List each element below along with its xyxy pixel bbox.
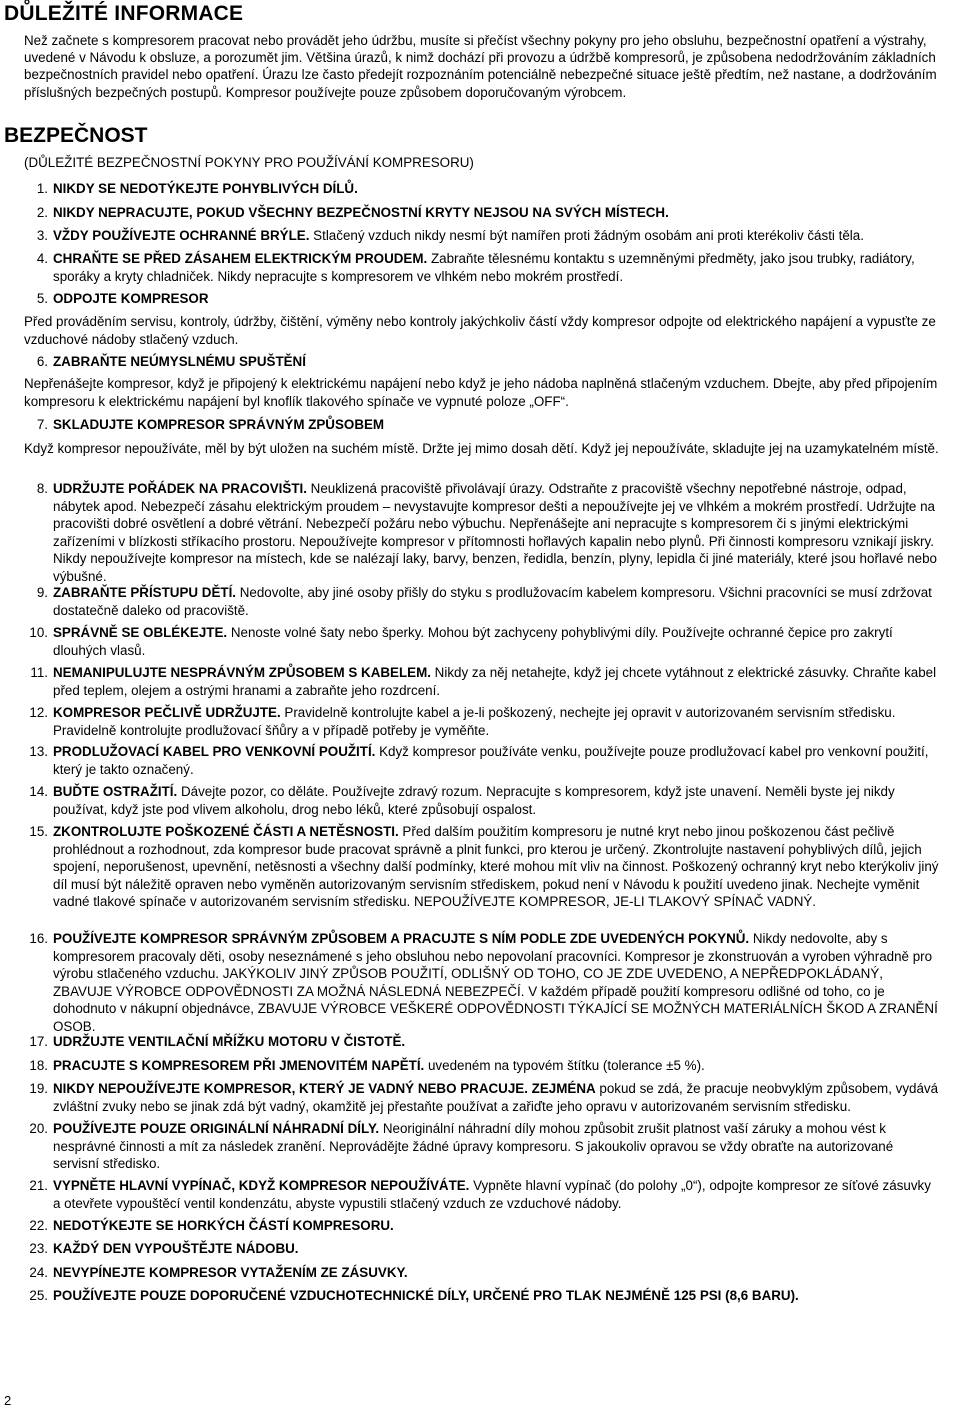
item-number: 25. [29, 1288, 48, 1303]
item-heading: ZABRAŇTE PŘÍSTUPU DĚTÍ. [53, 585, 237, 600]
item-text: Neoriginální náhradní díly mohou způsobit zrušit platnost vaší záruky a mohou vést k nesprávné činnosti a mít za následek zranění. Neprovádějte žádné úpravy kompresoru. S jakoukoliv opravou se vždy obraťte na autorizované servisní středisko. [53, 1121, 894, 1172]
item-number: 12. [29, 705, 48, 720]
item-heading: NEVYPÍNEJTE KOMPRESOR VYTAŽENÍM ZE ZÁSUVKY. [53, 1265, 408, 1280]
intro-paragraph: Než začnete s kompresorem pracovat nebo provádět jeho údržbu, musíte si přečíst všechny pokyny pro jeho obsluhu, bezpečnostní opatření a výstrahy, uvedené v Návodu k obsluze, a porozumět jim. Většina úrazů, k nimž dochází při provozu a údržbě kompresorů, je způsobena nedodržováním základních bezpečnostních pravidel nebo opatření. Úrazu lze často předejít rozpoznáním potenciálně nebezpečné situace ještě předtím, než nastane, a dodržováním příslušných bezpečných postupů. Kompresor používejte pouze způsobem doporučovaným výrobcem. [24, 33, 937, 100]
item-number: 3. [36, 228, 48, 243]
safety-subtitle: (DŮLEŽITÉ BEZPEČNOSTNÍ POKYNY PRO POUŽÍVÁNÍ KOMPRESORU) [24, 155, 474, 170]
safety-item-24 [24, 1264, 939, 1282]
item-heading: POUŽÍVEJTE POUZE ORIGINÁLNÍ NÁHRADNÍ DÍLY. [53, 1121, 380, 1136]
item-text: Když kompresor používáte venku, používejte pouze prodlužovací kabel pro venkovní použití, který je takto označený. [53, 744, 929, 777]
item-heading: KOMPRESOR PEČLIVĚ UDRŽUJTE. [53, 705, 281, 720]
item-heading: UDRŽUJTE POŘÁDEK NA PRACOVIŠTI. [53, 481, 307, 496]
item-number: 4. [36, 251, 48, 266]
safety-item-4 [24, 250, 939, 285]
item-text: Zabraňte tělesnému kontaktu s uzemněnými předměty, jako jsou trubky, radiátory, sporáky a kryty chladniček. Nikdy nepracujte s kompresorem ve vlhkém nebo mokrém prostředí. [53, 251, 915, 284]
safety-item-13 [24, 743, 939, 778]
item-number: 7. [36, 417, 48, 432]
item-heading: ZKONTROLUJTE POŠKOZENÉ ČÁSTI A NETĚSNOSTI. [53, 824, 399, 839]
item-text: Stlačený vzduch nikdy nesmí být namířen proti žádným osobám ani proti kterékoliv části těla. [309, 228, 864, 243]
item-heading: SPRÁVNĚ SE OBLÉKEJTE. [53, 625, 228, 640]
item-heading: NEMANIPULUJTE NESPRÁVNÝM ZPŮSOBEM S KABELEM. [53, 665, 431, 680]
item-heading: UDRŽUJTE VENTILAČNÍ MŘÍŽKU MOTORU V ČISTOTĚ. [53, 1034, 406, 1049]
item-number: 11. [30, 665, 48, 680]
item-heading: PRODLUŽOVACÍ KABEL PRO VENKOVNÍ POUŽITÍ. [53, 744, 376, 759]
item-heading: CHRAŇTE SE PŘED ZÁSAHEM ELEKTRICKÝM PROUDEM. [53, 251, 428, 266]
safety-item-8 [24, 480, 939, 586]
item-text: Před dalším použitím kompresoru je nutné kryt nebo jinou poškozenou část pečlivě prohlédnout a rozhodnout, zda kompresor bude pracovat správně a plnit funkci, pro kterou je určený. Zkontrolujte nastavení pohyblivých dílů, jejich spojení, neporušenost, upevnění, netěsnosti a všechny další podmínky, které mohou mít vliv na činnost. Poškozený ochranný kryt nebo kterýkoliv jiný díl musí být náležitě opraven nebo vyměněn autorizovaným servisním střediskem, pokud není v Návodu k použití uvedeno jinak. Nechejte vyměnit vadné tlakové spínače v autorizovaném servisním středisku. NEPOUŽÍVEJTE KOMPRESOR, JE-LI TLAKOVÝ SPÍNAČ VADNÝ. [53, 824, 939, 910]
item-heading: ODPOJTE KOMPRESOR [53, 291, 209, 306]
safety-item-21 [24, 1177, 939, 1212]
item-heading: BUĎTE OSTRAŽITÍ. [53, 784, 178, 799]
safety-item-20 [24, 1120, 939, 1173]
safety-item-16 [24, 930, 939, 1036]
item-heading: KAŽDÝ DEN VYPOUŠTĚJTE NÁDOBU. [53, 1241, 299, 1256]
safety-item-10 [24, 624, 939, 659]
safety-item-15 [24, 823, 939, 911]
safety-item-1 [24, 180, 939, 198]
safety-item-19 [24, 1080, 939, 1115]
item-number: 14. [29, 784, 48, 799]
item-number: 19. [29, 1081, 48, 1096]
item-heading: POUŽÍVEJTE POUZE DOPORUČENÉ VZDUCHOTECHNICKÉ DÍLY, URČENÉ PRO TLAK NEJMÉNĚ 125 PSI (8,6 BARU). [53, 1288, 799, 1303]
item-5-paragraph: Před prováděním servisu, kontroly, údržby, čištění, výměny nebo kontroly jakýchkoliv částí vždy kompresor odpojte od elektrického napájení a vypusťte ze vzduchové nádoby stlačený vzduch. [24, 314, 936, 347]
safety-item-3 [24, 227, 939, 245]
item-text: Nedovolte, aby jiné osoby přišly do styku s prodlužovacím kabelem kompresoru. Všichni pracovníci se musí zdržovat dostatečně daleko od pracoviště. [53, 585, 932, 618]
item-text: Nikdy za něj netahejte, když jej chcete vytáhnout z elektrické zásuvky. Chraňte kabel před teplem, olejem a ostrými hranami a zabraňte jeho rozdrcení. [53, 665, 937, 698]
item-heading: VŽDY POUŽÍVEJTE OCHRANNÉ BRÝLE. [53, 228, 310, 243]
item-7-paragraph: Když kompresor nepoužíváte, měl by být uložen na suchém místě. Držte jej mimo dosah dětí. Když jej nepoužíváte, skladujte jej na uzamykatelném místě. [24, 441, 939, 456]
safety-heading: BEZPEČNOST [4, 124, 148, 147]
item-number: 10. [29, 625, 48, 640]
item-text: Pravidelně kontrolujte kabel a je-li poškozený, nechejte jej opravit v autorizovaném servisním středisku. Pravidelně kontrolujte prodlužovací šňůry a v případě potřeby je vyměňte. [53, 705, 896, 738]
safety-item-5 [24, 290, 939, 308]
safety-item-22 [24, 1217, 939, 1235]
safety-item-25 [24, 1287, 939, 1305]
item-number: 2. [36, 205, 48, 220]
item-text: Neuklizená pracoviště přivolávají úrazy. Odstraňte z pracoviště všechny nepotřebné nástroje, odpad, nábytek apod. Nebezpečí zásahu elektrickým proudem – nevystavujte kompresor dešti a nepoužívejte jej ve vlhkém a mokrém prostředí. Udržujte na pracovišti dobré osvětlení a dobré větrání. Nebezpečí požáru nebo výbuchu. Nepřenášejte ani nepracujte s kompresorem či s jinými elektrickými zařízeními v blízkosti stříkacího prostoru. Nepoužívejte kompresor v přítomnosti hořlavých kapalin nebo plynů. Při činnosti kompresoru vznikají jiskry. Nikdy nepoužívejte kompresor na místech, kde se nalézají laky, barvy, benzen, ředidla, benzín, plyny, lepidla či jiné materiály, které jsou hořlavé nebo výbušné. [53, 481, 937, 584]
item-text: Nenoste volné šaty nebo šperky. Mohou být zachyceny pohyblivými díly. Používejte ochranné čepice pro zakrytí dlouhých vlasů. [53, 625, 893, 658]
safety-item-7 [24, 416, 939, 434]
item-heading: NEDOTÝKEJTE SE HORKÝCH ČÁSTÍ KOMPRESORU. [53, 1218, 394, 1233]
item-heading: PRACUJTE S KOMPRESOREM PŘI JMENOVITÉM NAPĚTÍ. [53, 1058, 425, 1073]
item-heading: VYPNĚTE HLAVNÍ VYPÍNAČ, KDYŽ KOMPRESOR NEPOUŽÍVÁTE. [53, 1178, 470, 1193]
item-text: Vypněte hlavní vypínač (do polohy „0“), odpojte kompresor ze síťové zásuvky a otevřete vypouštěcí ventil kondenzátu, abyste vypustili stlačený vzduch ze vzduchové nádoby. [53, 1178, 931, 1211]
item-number: 17. [29, 1034, 48, 1049]
safety-item-12 [24, 704, 939, 739]
item-number: 23. [29, 1241, 48, 1256]
item-number: 24. [29, 1265, 48, 1280]
item-number: 21. [29, 1178, 48, 1193]
page-number: 2 [4, 1393, 12, 1408]
item-number: 16. [29, 931, 48, 946]
item-number: 15. [29, 824, 48, 839]
item-number: 22. [29, 1218, 48, 1233]
item-number: 13. [29, 744, 48, 759]
item-text: Nikdy nedovolte, aby s kompresorem pracovaly děti, osoby neseznámené s jeho obsluhou nebo nepovolaní pracovníci. Kompresor je zkonstruován a vyroben výhradně pro výrobu stlačeného vzduchu. JAKÝKOLIV JINÝ ZPŮSOB POUŽITÍ, ODLIŠNÝ OD TOHO, CO JE ZDE UVEDENO, A NEPŘEDPOKLÁDANÝ, ZBAVUJE VÝROBCE ODPOVĚDNOSTI ZA MOŽNÁ NÁSLEDNÁ NEBEZPEČÍ. V každém případě použití kompresoru odlišné od toho, co je dohodnuto v nákupní objednávce, ZBAVUJE VÝROBCE VEŠKERÉ ODPOVĚDNOSTI TÝKAJÍCÍ SE MOŽNÝCH MATERIÁLNÍCH ŠKOD A ZRANĚNÍ OSOB. [53, 931, 938, 1034]
page-title: DŮLEŽITÉ INFORMACE [4, 2, 244, 25]
item-number: 5. [36, 291, 48, 306]
item-heading: NIKDY NEPOUŽÍVEJTE KOMPRESOR, KTERÝ JE VADNÝ NEBO PRACUJE. ZEJMÉNA [53, 1081, 596, 1096]
item-number: 1. [36, 181, 48, 196]
item-number: 18. [29, 1058, 48, 1073]
safety-item-2 [24, 204, 939, 222]
item-text: pokud se zdá, že pracuje neobvyklým způsobem, vydává zvláštní zvuky nebo se jinak zdá být vadný, okamžitě jej přestaňte používat a zařiďte jeho opravu v autorizovaném servisním středisku. [53, 1081, 939, 1114]
item-number: 9. [36, 585, 48, 600]
item-heading: SKLADUJTE KOMPRESOR SPRÁVNÝM ZPŮSOBEM [53, 417, 385, 432]
safety-item-18 [24, 1057, 939, 1075]
item-heading: POUŽÍVEJTE KOMPRESOR SPRÁVNÝM ZPŮSOBEM A PRACUJTE S NÍM PODLE ZDE UVEDENÝCH POKYNŮ. [53, 931, 750, 946]
safety-item-23 [24, 1240, 939, 1258]
item-6-paragraph: Nepřenášejte kompresor, když je připojený k elektrickému napájení nebo když je jeho nádoba naplněná stlačeným vzduchem. Dbejte, aby před připojením kompresoru k elektrickému napájení byl knoflík tlakového spínače ve vypnuté poloze „OFF“. [24, 376, 938, 409]
item-heading: NIKDY NEPRACUJTE, POKUD VŠECHNY BEZPEČNOSTNÍ KRYTY NEJSOU NA SVÝCH MÍSTECH. [53, 205, 669, 220]
item-number: 6. [36, 354, 48, 369]
item-heading: ZABRAŇTE NEÚMYSLNÉMU SPUŠTĚNÍ [53, 354, 306, 369]
item-text: uvedeném na typovém štítku (tolerance ±5 %). [424, 1058, 705, 1073]
safety-item-9 [24, 584, 939, 619]
safety-item-6 [24, 353, 939, 371]
safety-item-17 [24, 1033, 939, 1051]
item-number: 8. [36, 481, 48, 496]
item-heading: NIKDY SE NEDOTÝKEJTE POHYBLIVÝCH DÍLŮ. [53, 181, 358, 196]
safety-item-11 [24, 664, 939, 699]
safety-item-14 [24, 783, 939, 818]
item-text: Dávejte pozor, co děláte. Používejte zdravý rozum. Nepracujte s kompresorem, když jste unavení. Neměli byste jej nikdy používat, když jste pod vlivem alkoholu, drog nebo léků, které způsobují ospalost. [53, 784, 895, 817]
item-number: 20. [29, 1121, 48, 1136]
